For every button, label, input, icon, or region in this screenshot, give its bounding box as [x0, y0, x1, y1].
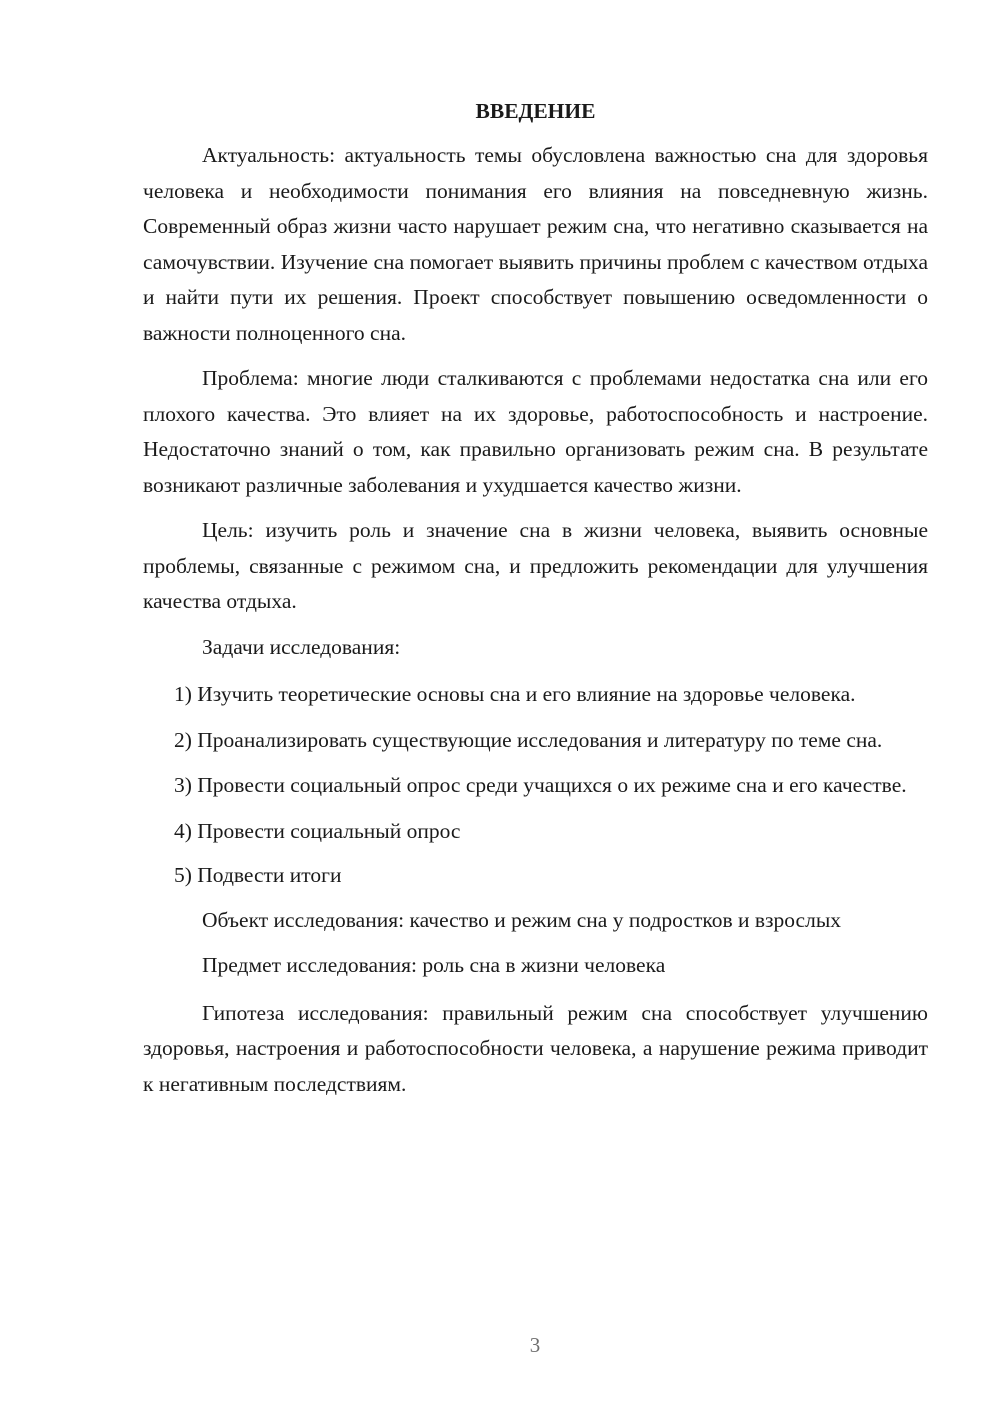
list-item: 2) Проанализировать существующие исследования и литературу по теме сна. — [174, 727, 883, 752]
object-paragraph: Объект исследования: качество и режим сна у подростков и взрослых — [202, 907, 842, 932]
section-title: ВВЕДЕНИЕ — [475, 99, 596, 123]
list-item: 4) Провести социальный опрос — [174, 818, 461, 843]
list-item: 5) Подвести итоги — [174, 863, 342, 887]
problem-paragraph: Проблема: многие люди сталкиваются с проблемами недостатка сна или его плохого качества. Это влияет на их здоровье, работоспособность и настроение. Недостаточно знаний о том, как правильно организовать режим сна. В результате возникают различные заболевания и ухудшается качество жизни. — [143, 366, 928, 497]
list-item: 3) Провести социальный опрос среди учащихся о их режиме сна и его качестве. — [174, 773, 907, 797]
tasks-list — [143, 677, 928, 894]
list-item: 1) Изучить теоретические основы сна и его влияние на здоровье человека. — [174, 682, 856, 706]
page-number: 3 — [529, 1333, 541, 1357]
tasks-heading: Задачи исследования: — [202, 634, 401, 659]
subject-paragraph: Предмет исследования: роль сна в жизни человека — [202, 953, 666, 977]
relevance-paragraph: Актуальность: актуальность темы обусловлена важностью сна для здоровья человека и необходимости понимания его влияния на повседневную жизнь. Современный образ жизни часто нарушает режим сна, что негативно сказывается на самочувствии. Изучение сна помогает выявить причины проблем с качеством отдыха и найти пути их решения. Проект способствует повышению осведомленности о важности полноценного сна. — [143, 143, 928, 345]
goal-paragraph: Цель: изучить роль и значение сна в жизни человека, выявить основные проблемы, связанные с режимом сна, и предложить рекомендации для улучшения качества отдыха. — [143, 518, 928, 613]
document-body — [143, 94, 928, 1112]
hypothesis-paragraph: Гипотеза исследования: правильный режим сна способствует улучшению здоровья, настроения и работоспособности человека, а нарушение режима приводит к негативным последствиям. — [143, 1000, 928, 1096]
